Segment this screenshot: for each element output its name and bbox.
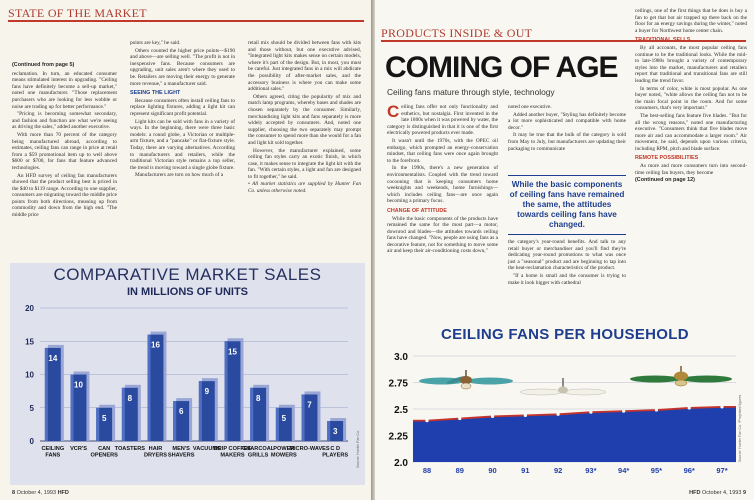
paragraph: In the 1990s, there's a new generation of environmentalists. Coupled with the trend toward cocooning that is keeping consumers home weeknights and weekends, home furnishings—which includes ceiling fans—are once again becoming a primary focus. [387, 165, 498, 205]
category-label-line: VACUUMS [192, 446, 221, 452]
x-tick-label: 88 [422, 466, 432, 475]
paragraph: An HFD survey of ceiling fan manufacturers showed that the product selling best is priced in the $40 to $119 range. According to one supplier, consumers are migrating toward the middle price points from both directions, meaning up from commodity and down from the high end. "The middle price [12, 172, 117, 219]
category-label-line: MICRO-WAVES [289, 446, 330, 452]
data-point [458, 417, 461, 420]
article-column-2 [130, 40, 235, 180]
bar-value-label: 9 [204, 387, 210, 397]
data-point [655, 408, 658, 411]
data-point [524, 414, 527, 417]
left-page [0, 0, 371, 500]
x-tick-label: 95* [650, 466, 663, 475]
chart-title: CEILING FANS PER HOUSEHOLD [441, 326, 689, 343]
data-point [589, 411, 592, 414]
y-tick-label: 3.0 [394, 352, 408, 363]
category-label-line: GRILLS [247, 452, 269, 459]
bar-value-label: 10 [74, 380, 83, 390]
x-tick-label: 91 [521, 466, 530, 475]
category-label-line: MEN'S [172, 446, 190, 452]
category-label-line: DRIP COFFEE [213, 446, 252, 452]
subhead: REMOTE POSSIBILITIES [635, 155, 699, 162]
x-tick-label: 93* [585, 466, 597, 475]
paragraph: Others agreed, citing the popularity of mix and match lamp programs, whereby bases and shades are chosen separately by the consumer. Similarly, merchandising light kits and fans separately is more widely accepted by consumers. And, noted one supplier, choosing the two separately may prompt the consumer to spend more than she would for a fan and light kit sold together. [248, 93, 361, 146]
bar [96, 405, 115, 441]
area-chart-svg [381, 326, 746, 480]
paragraph: In terms of color, white is most popular. As one buyer noted, "white allows the ceiling fan not to be the main focal point in the room. And for some consumers, that's very important." [635, 85, 747, 112]
category-label-line: VCR'S [70, 446, 87, 452]
bar-highlight [276, 408, 279, 441]
x-tick-label: 97* [716, 466, 728, 475]
bar-value-label: 8 [255, 393, 261, 403]
footnote: • All market statistics are supplied by Hunter Fan Co. unless otherwise noted. [248, 181, 361, 195]
paragraph: While the basic components of the products have remained the same for the most part—a motor, downrod and blades—the attitudes towards ceiling fans have changed. "Now, people are using fans as a decorative feature, not for something to move some air and keep their air-conditioning costs down," [387, 215, 498, 255]
subhead: CHANGE OF ATTITUDE [387, 207, 447, 214]
folio [689, 490, 746, 496]
y-tick-label: 20 [25, 304, 34, 313]
household-area [413, 407, 736, 462]
x-tick-label: 96* [683, 466, 695, 475]
x-tick-label: 89 [455, 466, 464, 475]
subhead: TRADITIONAL SELLS [635, 37, 691, 44]
ceiling-fans-per-household-chart [381, 326, 746, 480]
bar [122, 385, 141, 441]
chart-title: COMPARATIVE MARKET SALES [53, 265, 322, 284]
category-label [144, 446, 167, 459]
paragraph: As more and more consumers turn into second-time ceiling fan buyers, they become [635, 163, 747, 176]
paragraph: "Pricing is becoming somewhat secondary, and fashion and function are what we're seeing as driving the sales," added another executive. [12, 111, 117, 131]
bar-highlight [199, 381, 202, 441]
y-tick-label: 2.0 [394, 458, 408, 469]
right-page [375, 0, 754, 500]
bar [327, 418, 346, 441]
y-tick-label: 10 [25, 370, 34, 380]
paragraph: Because consumers often install ceiling fans to replace lighting fixtures, adding a light kit can represent significant profit potential. [130, 97, 235, 117]
paragraph: ceilings, one of the first things that he does is buy a fan to get that hot air trapped up there back on the floor for an energy savings during the winter," noted a buyer for Northwest home center chain. [635, 8, 747, 34]
x-tick-label: 90 [488, 466, 497, 475]
paragraph: points are key," he said. [130, 40, 181, 46]
x-tick-label: 92 [553, 466, 563, 475]
bar-value-label: 15 [228, 347, 237, 357]
category-label-line: C D [330, 446, 340, 452]
bar-highlight [173, 401, 176, 441]
category-label [70, 446, 87, 452]
bar-highlight [302, 394, 305, 441]
data-point [557, 413, 560, 416]
category-label-line: SHAVERS [167, 452, 195, 459]
continued-on-note: (Continued on page 12) [635, 177, 695, 184]
category-label-line: PLAYERS [322, 452, 349, 459]
data-point [688, 406, 691, 409]
drop-cap: C [387, 102, 400, 121]
x-tick-label: 94* [618, 466, 630, 475]
bar [250, 385, 269, 441]
chart-subtitle: IN MILLIONS OF UNITS [127, 286, 248, 298]
bar-value-label: 6 [178, 407, 184, 417]
ceiling-fan-illustration-left [419, 370, 513, 389]
folio [12, 490, 69, 496]
category-label [115, 446, 146, 452]
category-label-line: CHARCOAL [242, 446, 275, 452]
bar [173, 398, 192, 441]
paragraph: With more than 70 percent of the category being manufactured abroad, according to estimates, ceiling fans can range in price at retail from a $59 promotional item up to well above $600 or $700, for fans that feature advanced technologies. [12, 131, 117, 171]
bar-chart-svg [10, 263, 365, 485]
y-tick-label: 2.25 [388, 431, 408, 443]
pull-quote: While the basic components of ceiling fans have remained the same, the attitudes towards ceiling fans have changed. [508, 175, 626, 235]
y-tick-label: 0 [29, 437, 34, 446]
continued-from-note: (Continued from page 5) [12, 62, 75, 68]
paragraph: the category's year-round benefits. And talk to any retail buyer or merchandiser and you'll find they're dedicating year-round promotions to what was once just a "seasonal" product and are beginning to tap into the heat-reclamation characteristics of the product. [508, 239, 626, 272]
article-column-1 [12, 62, 117, 220]
folio-date: October 4, 1993 [701, 490, 742, 496]
category-label-line: DRYERS [143, 452, 168, 459]
running-head: PRODUCTS INSIDE & OUT [381, 26, 533, 40]
bar [199, 378, 218, 441]
data-point [491, 415, 494, 418]
y-tick-label: 15 [25, 337, 34, 347]
article-column-3 [248, 40, 361, 196]
category-label-line: MOWERS [270, 452, 297, 459]
article-column-3 [635, 8, 747, 186]
paragraph: Added another buyer, "Styling has definitely become a lot more sophisticated and compatible with home decor." [508, 111, 626, 131]
comparative-market-sales-chart [10, 263, 365, 485]
category-label-line: FANS [45, 452, 61, 459]
paragraph [387, 104, 498, 137]
category-label [289, 446, 330, 452]
paragraph: By all accounts, the most popular ceiling fans continue to be the traditional looks. While the mid- to late-1980s brought a variety of contemporary styles into the market, manufacturers and retailers report that traditional and transitional fans are still leading the trend favor. [635, 44, 747, 84]
bar [225, 338, 244, 441]
bar [276, 405, 295, 441]
bar-highlight [122, 388, 125, 441]
paragraph-text: eiling fans offer not only functionality and esthetics, but nostalgia. First invented in the late 1800s when it was powered by water, the category is distinguished in that it is one of the first electrically powered products ever made. [387, 104, 498, 137]
category-label [242, 446, 275, 459]
paragraph: reclamation. In turn, an educated consumer means stimulated interest in upgrading. "Ceiling fans have definitely become a sell-up market," noted one manufacturer. "Those replacement purchasers who are looking for less wobble or noise are trading up for better performance." [12, 70, 117, 110]
running-head: STATE OF THE MARKET [8, 6, 147, 20]
paragraph: It may be true that the bulk of the category is sold from May to July, but manufacturers are updating their packaging to communicate [508, 132, 626, 152]
subhead: SEEING THE LIGHT [130, 90, 181, 97]
chart-source: Source: Hunter Fan Co. [356, 430, 360, 468]
publication-name: HFD [689, 490, 701, 496]
article-column-1 [387, 104, 498, 256]
deck: Ceiling fans mature through style, technology [387, 87, 555, 97]
paragraph: The best-selling fans feature five blades. "But for all the wrong reasons," noted one manufacturing executive. "Consumers think that five blades move more air and can accommodate a larger room." Air movement, he said, depends upon various criteria, including RPM, pitch and blade surface. [635, 112, 747, 152]
category-label-line: HAIR [148, 446, 163, 452]
page-number: 8 [12, 490, 16, 496]
data-point [425, 419, 428, 422]
bar-highlight [250, 388, 253, 441]
article-column-2-continued [508, 239, 626, 287]
bar [148, 332, 167, 441]
paragraph: retail mix should be divided between fans with kits and those without, but one executive advised, "Integrated light kits makes sense on certain models, where it's part of the design. But, in most, you must be careful. Just integrated fans in a mix will abdicate the possibility of after-market sales, and the accessory business is where you can make some additional sales." [248, 40, 361, 93]
data-point [622, 410, 625, 413]
bar-value-label: 5 [101, 413, 107, 423]
page-number: 9 [742, 490, 746, 496]
y-tick-label: 5 [29, 403, 34, 413]
paragraph: However, the manufacturer explained, some ceiling fan styles carry an exotic finish, in which case, it makes sense to integrate the light kit with the fan. "With certain styles, a light and fan are designed to fit together," he said. [248, 147, 361, 180]
category-label-line: CEILING [41, 446, 65, 452]
bar-value-label: 16 [151, 340, 160, 350]
bar [302, 391, 321, 441]
paragraph: Manufacturers are torn on how much of a [135, 172, 224, 179]
category-label-line: MAKERS [220, 452, 245, 459]
bar-highlight [96, 408, 99, 441]
category-label-line: OPENERS [90, 452, 118, 459]
bar-value-label: 7 [307, 400, 312, 410]
paragraph: It wasn't until the 1970s, with the OPEC oil embargo, which prompted an energy-conservation mindset, that ceiling fans were once again brought to the forefront. [387, 137, 498, 164]
category-label-line: CAN [98, 446, 111, 452]
article-column-2 [508, 104, 626, 153]
chart-source: Source: Hunter Fan Co. *Projected figures [738, 394, 742, 462]
headline: COMING OF AGE [385, 51, 618, 84]
category-label-line: POWER [273, 446, 295, 452]
folio-date: October 4, 1993 [16, 490, 57, 496]
category-label [168, 446, 195, 459]
bar [45, 345, 64, 441]
bar-value-label: 8 [127, 393, 133, 403]
bar-highlight [148, 335, 151, 441]
y-tick-label: 2.5 [394, 405, 408, 416]
ceiling-fan-illustration-middle [520, 378, 606, 395]
data-point [720, 405, 723, 408]
bar [71, 372, 90, 442]
bar-highlight [327, 421, 330, 441]
category-label-line: TOASTERS [114, 446, 146, 452]
ceiling-fan-illustration-right [630, 366, 732, 386]
bar-value-label: 14 [48, 353, 58, 363]
bar-value-label: 5 [281, 413, 287, 423]
bar-value-label: 3 [332, 427, 338, 437]
paragraph: Light kits can be sold with fans in a variety of ways. In the beginning, there were three basic models: a round globe, a Victorian or multiple-arm fixture, and a "pancake" or flat-fixture style. Today, there are varying alternatives. According to manufacturers and retailers, while the traditional Victorian style remains a top seller, the trend is moving toward a single globe fixture. [130, 118, 235, 171]
paragraph: "If a home is small and the consumer is trying to make it look bigger with cathedral [508, 272, 626, 286]
publication-name: HFD [57, 490, 69, 496]
y-tick-label: 2.75 [388, 378, 408, 390]
paragraph: Others counted the higher price points—$190 and above—are selling well. "The profit is not in inexpensive fans. Because consumers are upgrading, unit sales aren't where they used to be. Retailers are moving their energy to generate more revenue," a manufacturer said. [130, 47, 235, 87]
paragraph: noted one executive. [508, 104, 552, 110]
category-label [41, 446, 64, 459]
